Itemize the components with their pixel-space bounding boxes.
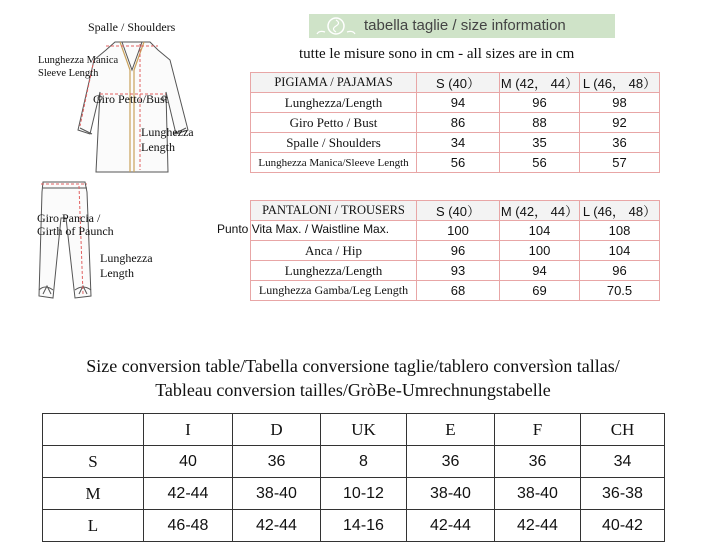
cell-value: 42-44 [495, 510, 581, 542]
table-row [251, 113, 660, 133]
pajamas-size-table [250, 72, 660, 173]
cell-value: 69 [500, 281, 580, 301]
cell-value: 96 [580, 261, 660, 281]
size-m-column-header: M (42， 44） [500, 201, 580, 221]
column-header [43, 414, 144, 446]
bust-label: Giro Petto/Bust [93, 92, 169, 106]
table-row [43, 510, 665, 542]
row-label: L [43, 510, 144, 542]
cell-value: 40-42 [581, 510, 665, 542]
cell-value: 36-38 [581, 478, 665, 510]
table-row [43, 478, 665, 510]
sleeve-length-label-en: Sleeve Length [38, 68, 99, 79]
cell-value: 68 [417, 281, 500, 301]
row-label: Giro Petto / Bust [251, 113, 417, 133]
table-row [43, 446, 665, 478]
length-label-en: Length [141, 140, 175, 154]
row-label: S [43, 446, 144, 478]
cell-value: 38-40 [495, 478, 581, 510]
trousers-size-table [250, 200, 660, 301]
cell-value: 100 [500, 241, 580, 261]
cell-value: 98 [580, 93, 660, 113]
paunch-label-en: Girth of Paunch [37, 224, 114, 238]
table-row [251, 153, 660, 173]
row-label: Lunghezza Gamba/Leg Length [251, 281, 417, 301]
cell-value: 92 [580, 113, 660, 133]
size-conversion-table [42, 413, 665, 542]
cell-value: 108 [580, 221, 660, 241]
row-label: M [43, 478, 144, 510]
sleeve-length-label-it: Lunghezza Manica [38, 55, 119, 66]
size-s-column-header: S (40） [417, 73, 500, 93]
trouser-length-label-it: Lunghezza [100, 251, 153, 265]
cell-value: 94 [500, 261, 580, 281]
row-label: Lunghezza/Length [251, 261, 417, 281]
column-header: E [407, 414, 495, 446]
header-title: tabella taglie / size information [364, 17, 566, 34]
rose-icon [311, 14, 361, 38]
column-header: D [233, 414, 321, 446]
cell-value: 40 [144, 446, 233, 478]
row-label: Lunghezza/Length [251, 93, 417, 113]
conversion-title-line2: Tableau conversion tailles/GròBe-Umrechnungstabelle [155, 380, 551, 400]
size-info-header [309, 14, 615, 38]
row-label: Spalle / Shoulders [251, 133, 417, 153]
cell-value: 57 [580, 153, 660, 173]
conversion-title-line1: Size conversion table/Tabella conversione taglie/tablero conversìon tallas/ [86, 356, 620, 376]
cell-value: 42-44 [144, 478, 233, 510]
pajamas-column-header: PIGIAMA / PAJAMAS [251, 73, 417, 93]
cell-value: 56 [500, 153, 580, 173]
cell-value: 70.5 [580, 281, 660, 301]
length-label-it: Lunghezza [141, 125, 194, 139]
table-row [251, 133, 660, 153]
cell-value: 42-44 [233, 510, 321, 542]
table-header-row [251, 201, 660, 221]
cell-value: 35 [500, 133, 580, 153]
cell-value: 38-40 [407, 478, 495, 510]
size-m-column-header: M (42， 44） [500, 73, 580, 93]
cell-value: 104 [580, 241, 660, 261]
size-l-column-header: L (46， 48） [580, 201, 660, 221]
column-header: F [495, 414, 581, 446]
cell-value: 10-12 [321, 478, 407, 510]
cell-value: 14-16 [321, 510, 407, 542]
cell-value: 34 [581, 446, 665, 478]
cell-value: 36 [495, 446, 581, 478]
size-s-column-header: S (40） [417, 201, 500, 221]
row-label: Anca / Hip [251, 241, 417, 261]
measurement-note: tutte le misure sono in cm - all sizes are in cm [299, 46, 575, 62]
cell-value: 96 [500, 93, 580, 113]
cell-value: 104 [500, 221, 580, 241]
table-row [251, 261, 660, 281]
cell-value: 36 [580, 133, 660, 153]
size-l-column-header: L (46， 48） [580, 73, 660, 93]
cell-value: 56 [417, 153, 500, 173]
cell-value: 93 [417, 261, 500, 281]
trouser-length-label-en: Length [100, 266, 134, 280]
cell-value: 36 [407, 446, 495, 478]
trousers-column-header: PANTALONI / TROUSERS [251, 201, 417, 221]
cell-value: 46-48 [144, 510, 233, 542]
table-row [251, 281, 660, 301]
cell-value: 94 [417, 93, 500, 113]
waistline-label: Punto Vita Max. / Waistline Max. [217, 222, 390, 236]
cell-value: 96 [417, 241, 500, 261]
cell-value: 38-40 [233, 478, 321, 510]
column-header: CH [581, 414, 665, 446]
paunch-label-it: Giro Pancia / [37, 211, 101, 225]
cell-value: 36 [233, 446, 321, 478]
cell-value: 100 [417, 221, 500, 241]
table-row [251, 241, 660, 261]
shoulders-label: Spalle / Shoulders [88, 20, 176, 34]
row-label: Lunghezza Manica/Sleeve Length [251, 153, 417, 173]
cell-value: 86 [417, 113, 500, 133]
cell-value: 34 [417, 133, 500, 153]
cell-value: 42-44 [407, 510, 495, 542]
column-header: I [144, 414, 233, 446]
table-header-row [251, 73, 660, 93]
table-header-row [43, 414, 665, 446]
trousers-illustration [35, 178, 95, 306]
cell-value: 8 [321, 446, 407, 478]
cell-value: 88 [500, 113, 580, 133]
table-row [251, 93, 660, 113]
column-header: UK [321, 414, 407, 446]
